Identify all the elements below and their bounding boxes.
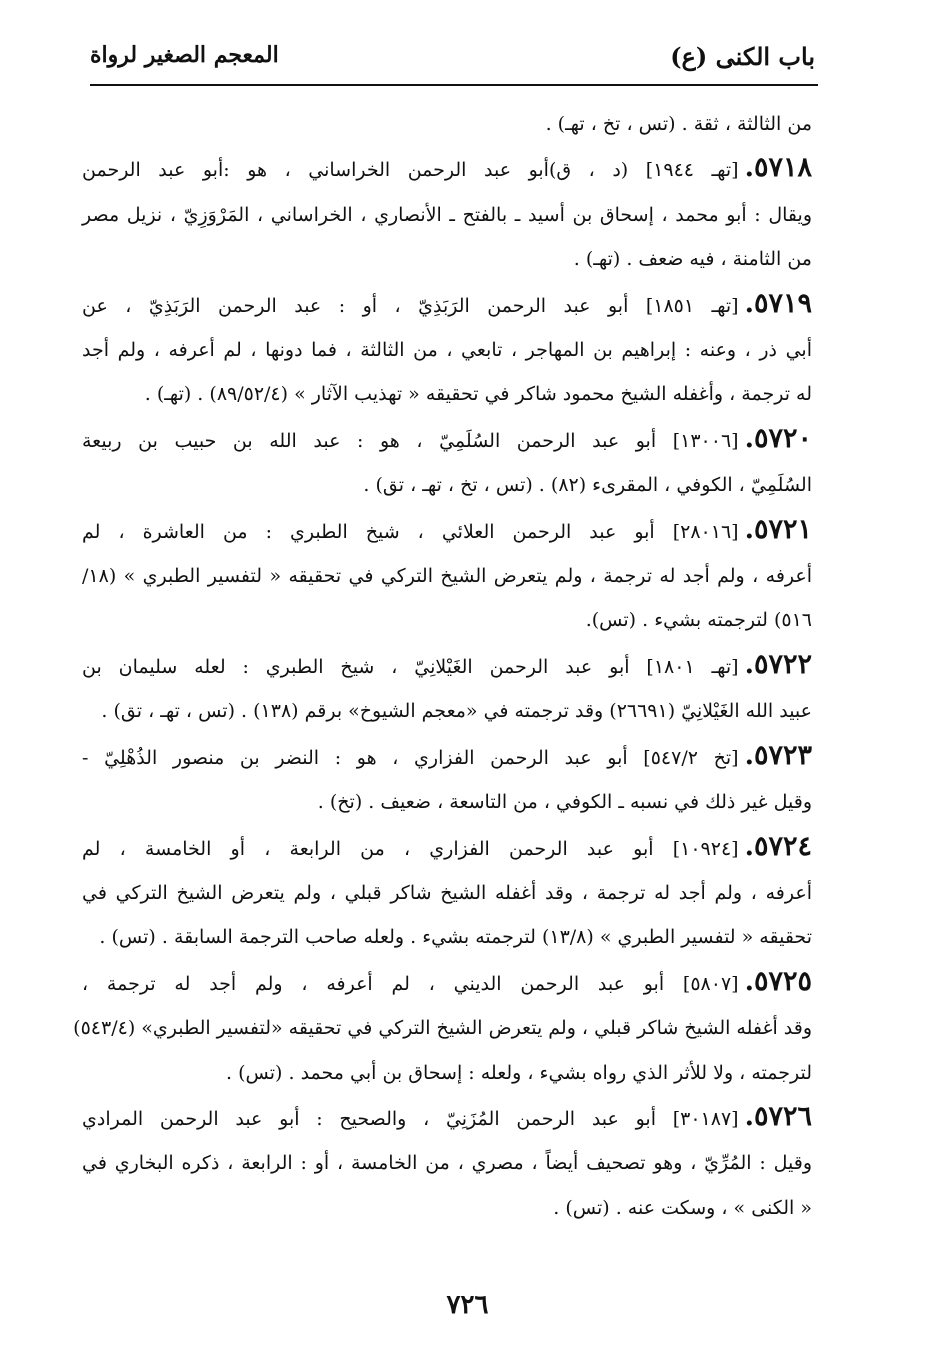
entry-line: [82, 193, 812, 237]
entry-text: أعرفه ، ولم أجد له ترجمة ، وقد أغفله الشيخ شاكر قبلي ، ولم يتعرض الشيخ التركي في: [82, 881, 812, 904]
entry-text: « الكنى » ، وسكت عنه . (تس) .: [553, 1196, 812, 1219]
entry-line: [73, 1006, 812, 1050]
entry-number: ٥٧٢٦.: [744, 1100, 812, 1132]
entry: [82, 146, 812, 281]
entry-line: [82, 417, 812, 463]
entry-line: [82, 1186, 812, 1230]
entry: [82, 643, 812, 734]
entry-text: [٣٠١٨٧] أبو عبد الرحمن المُزَنِيّ ، والصحيح : أبو عبد الرحمن المرادي: [82, 1107, 739, 1130]
entry-text: لترجمته ، ولا للأثر الذي رواه بشيء ، ولعله : إسحاق بن أبي محمد . (تس) .: [226, 1061, 812, 1084]
entry: [82, 1095, 812, 1230]
entry-text: [تهـ ١٨٠١] أبو عبد الرحمن الغَيْلانِيّ ، شيخ الطبري : لعله سليمان بن: [82, 655, 739, 678]
entry-line: [82, 960, 812, 1006]
entry-text: [تهـ ١٨٥١] أبو عبد الرحمن الرَبَذِيّ ، أو : عبد الرحمن الرَبَذِيّ ، عن: [82, 294, 739, 317]
entry-text: [تخ ٥٤٧/٢] أبو عبد الرحمن الفزاري ، هو : النضر بن منصور الذُهْلِيّ -: [82, 746, 739, 769]
entry: [82, 825, 812, 960]
entry-line: [82, 734, 812, 780]
entry-line: [82, 689, 812, 733]
entry-line: [82, 1095, 812, 1141]
entry-line: [82, 237, 812, 281]
entry: [73, 960, 812, 1095]
entry-line: [82, 328, 812, 372]
entry-text: [٥٨٠٧] أبو عبد الرحمن الديني ، لم أعرفه ، ولم أجد له ترجمة ،: [82, 972, 739, 995]
entry-line: [82, 554, 812, 598]
entry-text: عبيد الله الغَيْلانِيّ (٢٦٦٩١) وقد ترجمته في «معجم الشيوخ» برقم (١٣٨) . (تس ، تهـ ، تق) .: [101, 700, 812, 723]
entry-number: ٥٧٢٤.: [744, 830, 812, 862]
chapter-title: باب الكنى (ع): [670, 42, 815, 71]
entry-line: [82, 508, 812, 554]
entry-line: [82, 915, 812, 959]
page-number: ٧٢٦: [446, 1290, 489, 1320]
entry-number: ٥٧١٨.: [744, 152, 812, 184]
book-title: المعجم الصغير لرواة: [90, 42, 279, 68]
entry-line: [82, 780, 812, 824]
entry-number: ٥٧٢١.: [744, 513, 812, 545]
entry-text: وقد أغفله الشيخ شاكر قبلي ، ولم يتعرض الشيخ التركي في تحقيقه «لتفسير الطبري» (٥٤٣/٤): [73, 1017, 812, 1040]
running-header: [90, 38, 815, 82]
entry-line: [82, 871, 812, 915]
entry-line: [82, 372, 812, 416]
entry-text: ويقال : أبو محمد ، إسحاق بن أسيد ـ بالفتح ـ الأنصاري ، الخراساني ، المَرْوَزِيّ ، نزيل مصر: [82, 203, 812, 226]
entry-line: [82, 282, 812, 328]
entry: [82, 417, 812, 508]
intro-entry: [82, 102, 812, 146]
entry-text: [٢٨٠١٦] أبو عبد الرحمن العلائي ، شيخ الطبري : من العاشرة ، لم: [82, 520, 739, 543]
entry-number: ٥٧١٩.: [744, 287, 812, 319]
entry-text: السُلَمِيّ ، الكوفي ، المقرىء (٨٢) . (تس ، تخ ، تهـ ، تق) .: [363, 474, 812, 497]
entry-number: ٥٧٢٥.: [744, 965, 812, 997]
entry-number: ٥٧٢٠.: [744, 422, 812, 454]
entry-text: من الثامنة ، فيه ضعف . (تهـ) .: [573, 248, 812, 271]
entry-text: [١٣٠٠٦] أبو عبد الرحمن السُلَمِيّ ، هو : عبد الله بن حبيب بن ربيعة: [82, 429, 739, 452]
entry-line: [82, 1141, 812, 1185]
entry-text: وقيل غير ذلك في نسبه ـ الكوفي ، من التاسعة ، ضعيف . (تخ) .: [317, 791, 812, 814]
entry-line: من الثالثة ، ثقة . (تس ، تخ ، تهـ) .: [545, 113, 812, 135]
entry-number: ٥٧٢٢.: [744, 648, 812, 680]
entry-text: أعرفه ، ولم أجد له ترجمة ، ولم يتعرض الشيخ التركي في تحقيقه « لتفسير الطبري » (١٨/: [82, 565, 812, 588]
entry-line: [82, 146, 812, 192]
entry-text: له ترجمة ، وأغفله الشيخ محمود شاكر في تحقيقه « تهذيب الآثار » (٨٩/٥٢/٤) . (تهـ) .: [144, 383, 812, 406]
header-rule: [90, 84, 818, 86]
entry: [82, 508, 812, 643]
entry-text: ٥١٦) لترجمته بشيء . (تس).: [585, 609, 812, 632]
entry-text: [تهـ ١٩٤٤] (د ، ق)أبو عبد الرحمن الخراساني ، هو :أبو عبد الرحمن: [82, 159, 739, 182]
entry-line: [82, 1051, 812, 1095]
entry-text: تحقيقه « لتفسير الطبري » (١٣/٨) لترجمته بشيء . ولعله صاحب الترجمة السابقة . (تس) .: [99, 926, 812, 949]
entry: [82, 282, 812, 417]
entry-text: وقيل : المُرِّيّ ، وهو تصحيف أيضاً ، مصري ، من الخامسة ، أو : الرابعة ، ذكره البخاري في: [82, 1152, 812, 1175]
entry-line: [82, 643, 812, 689]
entries-body: [73, 102, 812, 1230]
entry-line: [82, 825, 812, 871]
entry-number: ٥٧٢٣.: [744, 739, 812, 771]
entry-text: [١٠٩٢٤] أبو عبد الرحمن الفزاري ، من الرابعة ، أو الخامسة ، لم: [82, 837, 739, 860]
entry-line: [82, 463, 812, 507]
entry-text: أبي ذر ، وعنه : إبراهيم بن المهاجر ، تابعي ، من الثالثة ، فما دونها ، لم أعرفه ، ولم أجد: [82, 339, 812, 362]
entries-list: [73, 146, 812, 1230]
entry: [82, 734, 812, 825]
entry-line: [82, 598, 812, 642]
